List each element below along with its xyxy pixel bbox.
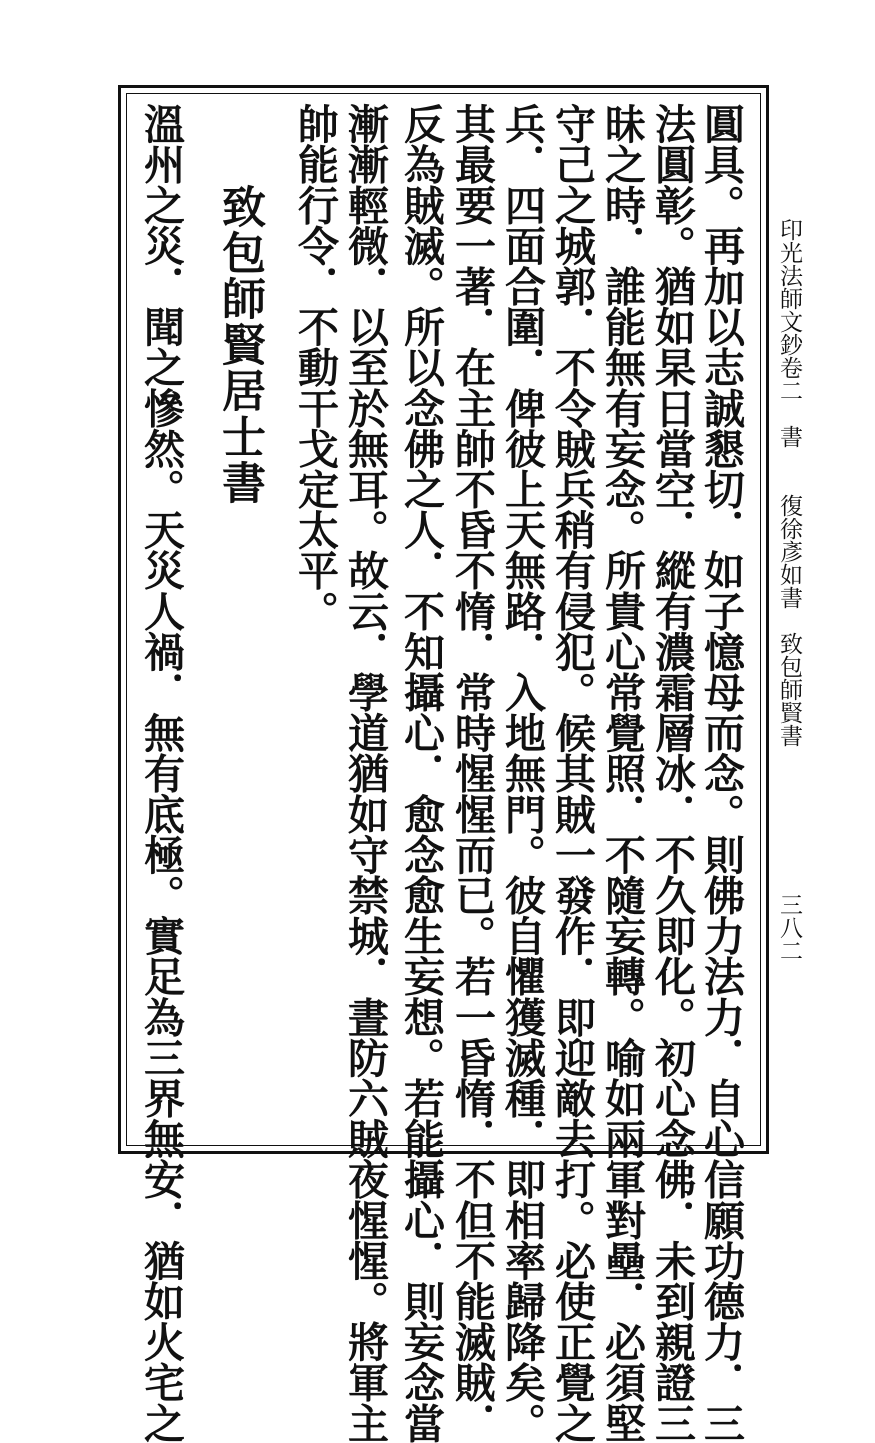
text-column-7: 反為賊滅。所以念佛之人．不知攝心．愈念愈生妄想。若能攝心．則妄念當 — [397, 103, 445, 1443]
text-column-9: 帥能行令．不動干戈定太平。 — [291, 103, 339, 631]
text-column-last: 溫州之災．聞之慘然。天災人禍．無有底極。實足為三界無安．猶如火宅之 — [137, 103, 185, 1443]
text-column-5: 兵．四面合圍．俾彼上天無路．入地無門。彼自懼獲滅種．即相率歸降矣。 — [498, 103, 546, 1443]
page-number: 三八二 — [776, 893, 802, 962]
letter-title: 致包師賢居士書 — [214, 184, 265, 506]
text-column-3: 昧之時．誰能無有妄念。所貴心常覺照．不隨妄轉。喻如兩軍對壘．必須堅 — [598, 103, 646, 1443]
text-column-2: 法圓彰。猶如杲日當空．縱有濃霜層冰．不久即化。初心念佛．未到親證三 — [648, 103, 696, 1443]
text-column-6: 其最要一著．在主帥不昏不惰．常時惺惺而已。若一昏惰．不但不能滅賊． — [448, 103, 496, 1443]
text-column-1: 圓具。再加以志誠懇切．如子憶母而念。則佛力法力．自心信願功德力．三 — [697, 103, 745, 1443]
text-column-4: 守己之城郭．不令賊兵稍有侵犯。候其賊一發作．即迎敵去打。必使正覺之 — [548, 103, 596, 1443]
running-header: 印光法師文鈔卷二 書 復徐彥如書 致包師賢書 — [776, 218, 802, 747]
text-column-8: 漸漸輕微．以至於無耳。故云．學道猶如守禁城．晝防六賊夜惺惺。將軍主 — [341, 103, 389, 1443]
